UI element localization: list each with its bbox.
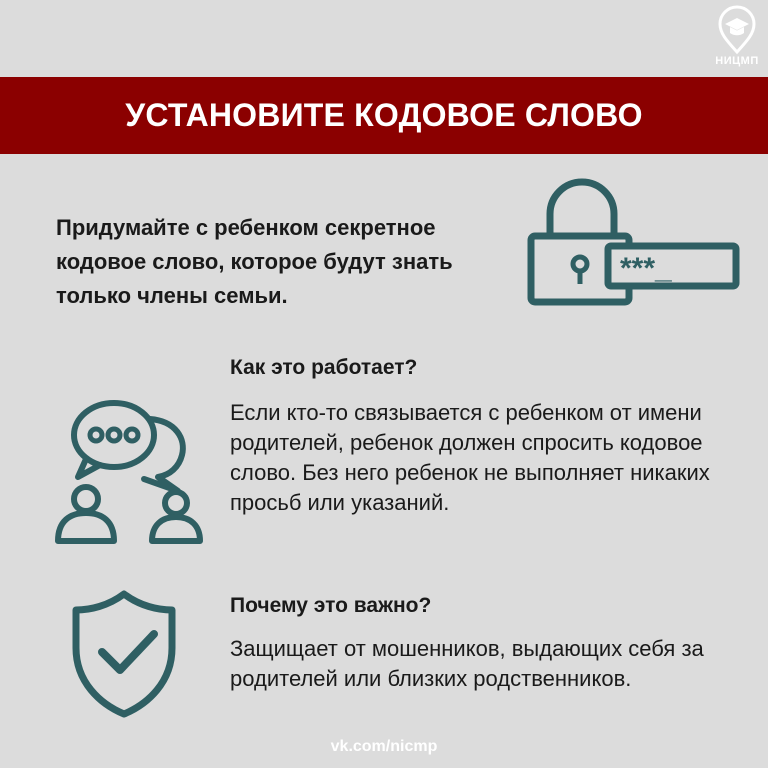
section-heading-why-important: Почему это важно? (230, 594, 432, 617)
page-title: УСТАНОВИТЕ КОДОВОЕ СЛОВО (125, 97, 643, 133)
section-body-how-it-works: Если кто-то связывается с ребенком от имени родителей, ребенок должен спросить кодовое слово. Без него ребенок не выполняет никаких просьб или указаний. (230, 400, 710, 515)
shield-check-icon (68, 588, 180, 720)
title-banner (0, 77, 768, 154)
footer-link[interactable]: vk.com/nicmp (330, 738, 438, 755)
conversation-people-icon (52, 395, 204, 547)
section-heading-how-it-works: Как это работает? (230, 356, 418, 379)
nicmp-logo (706, 4, 768, 70)
intro-text: Придумайте с ребенком секретное кодовое слово, которое будут знать только члены семьи. (56, 215, 453, 308)
password-mask: ***_ (620, 252, 672, 285)
padlock-password-icon (524, 176, 742, 308)
section-body-why-important: Защищает от мошенников, выдающих себя за родителей или близких родственников. (230, 636, 704, 691)
graduation-cap-icon (706, 4, 768, 56)
logo-text: НИЦМП (715, 55, 759, 67)
